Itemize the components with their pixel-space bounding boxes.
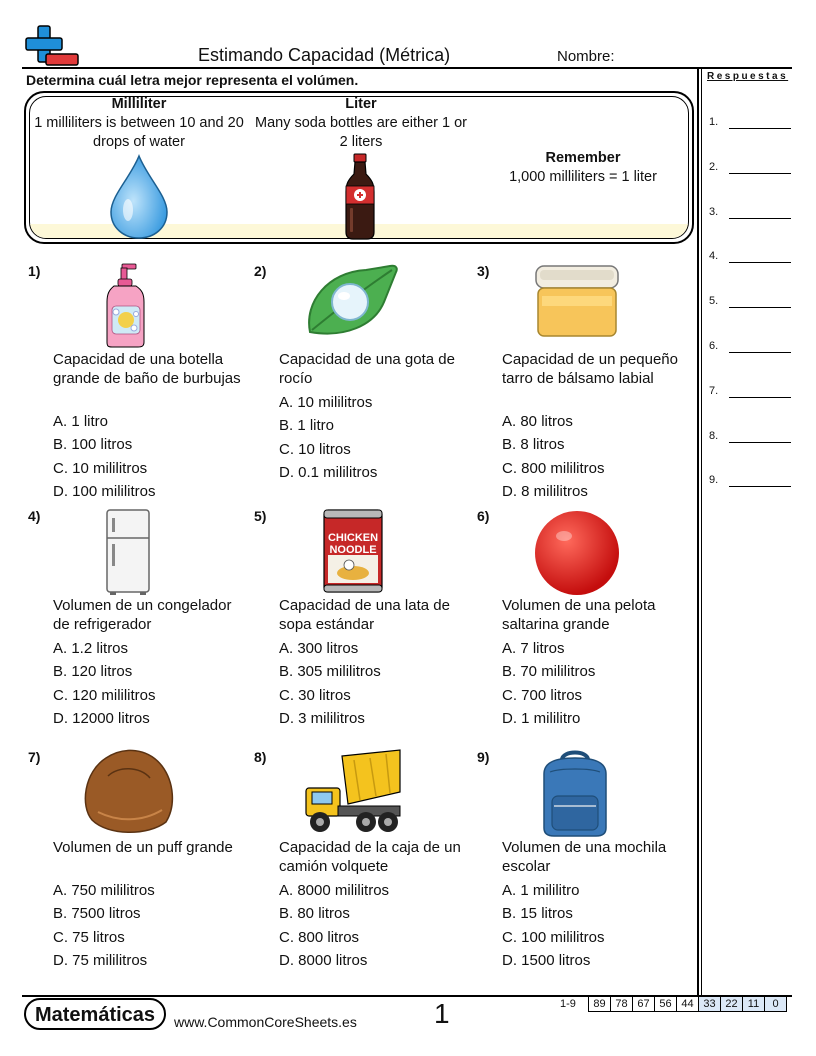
answer-line[interactable] (709, 295, 793, 307)
answer-number: 6. (709, 340, 719, 352)
answer-divider-inner (701, 68, 702, 995)
answer-option: C. 10 litros (279, 440, 351, 458)
answer-line[interactable] (709, 116, 793, 128)
question-text: Capacidad de una botella grande de baño de burbujas (53, 351, 241, 387)
answer-number: 8. (709, 429, 719, 442)
liter-reference (252, 95, 470, 152)
answer-option: C. 100 mililitros (502, 928, 605, 946)
backpack-icon (536, 748, 614, 838)
answer-option: C. 700 litros (502, 686, 583, 704)
answer-line[interactable] (709, 206, 793, 218)
answer-option: A. 7 litros (502, 640, 565, 657)
answer-line[interactable] (709, 430, 793, 442)
answer-option: B. 80 litros (279, 905, 350, 923)
question-text: Volumen de una mochila escolar (502, 839, 667, 875)
bean-bag-icon (78, 746, 178, 836)
score-cell: 67 (633, 997, 655, 1012)
answer-number: 5. (709, 295, 719, 308)
question-number: 5) (254, 508, 267, 524)
dump-truck-icon (304, 748, 404, 838)
answer-option: D. 8 mililitros (502, 482, 588, 500)
page-number: 1 (434, 998, 450, 1029)
bubble-bath-bottle-icon (104, 262, 148, 348)
question-number: 7) (28, 749, 41, 765)
question-text: Volumen de una pelota saltarina grande (502, 597, 656, 633)
answer-option: D. 75 mililitros (53, 951, 148, 969)
score-range: 1-9 (560, 998, 576, 1010)
answer-option: A. 1 litro (53, 413, 109, 430)
answer-option: B. 100 litros (53, 436, 133, 454)
soda-bottle-icon (342, 152, 378, 242)
question-number: 8) (254, 749, 267, 765)
answer-option: A. 8000 mililitros (279, 882, 390, 899)
question-text: Capacidad de la caja de un camión volquete (279, 839, 461, 875)
score-cell: 56 (655, 997, 677, 1012)
answer-option: B. 7500 litros (53, 905, 141, 923)
score-cell: 89 (589, 997, 611, 1012)
answer-option: B. 305 mililitros (279, 663, 381, 681)
milliliter-text: 1 milliliters is between 10 and 20 drops of water (34, 115, 244, 150)
score-cell: 78 (611, 997, 633, 1012)
score-cell: 0 (765, 997, 787, 1012)
answer-option: A. 300 litros (279, 640, 359, 657)
answer-line[interactable] (709, 340, 793, 352)
liter-heading: Liter (345, 96, 377, 112)
answer-number: 1. (709, 116, 719, 128)
remember-heading: Remember (545, 150, 621, 166)
instructions: Determina cuál letra mejor representa el volúmen. (26, 72, 359, 88)
brand-badge: Matemáticas (24, 998, 166, 1030)
answer-option: D. 100 mililitros (53, 482, 156, 500)
question-number: 9) (477, 749, 490, 765)
answers-title: Respuestas (707, 71, 789, 82)
liter-text: Many soda bottles are either 1 or 2 liters (255, 115, 467, 150)
answer-option: C. 30 litros (279, 686, 351, 704)
question-number: 1) (28, 263, 41, 279)
answer-option: C. 75 litros (53, 928, 125, 946)
score-cell: 22 (721, 997, 743, 1012)
answer-option: B. 8 litros (502, 436, 565, 454)
question-text: Volumen de un congelador de refrigerador (53, 597, 232, 633)
page-title: Estimando Capacidad (Métrica) (198, 45, 451, 65)
plus-minus-logo-icon (22, 24, 80, 68)
answer-line[interactable] (709, 385, 793, 397)
answer-option: D. 1 mililitro (502, 709, 581, 727)
answer-line[interactable] (709, 250, 793, 262)
answer-option: A. 1 mililitro (502, 882, 580, 899)
milliliter-reference (28, 95, 250, 152)
score-cell: 44 (677, 997, 699, 1012)
question-text: Capacidad de una lata de sopa estándar (279, 597, 450, 633)
answer-option: A. 10 mililitros (279, 394, 373, 411)
answer-option: D. 1500 litros (502, 951, 591, 969)
answer-number: 3. (709, 205, 719, 218)
question-text: Capacidad de una gota de rocío (279, 351, 455, 387)
answer-number: 2. (709, 160, 719, 173)
name-label: Nombre: (557, 48, 615, 65)
answer-option: B. 70 mililitros (502, 663, 596, 681)
score-table (588, 996, 787, 1012)
answer-option: B. 120 litros (53, 663, 133, 681)
answer-option: B. 15 litros (502, 905, 573, 923)
answer-option: C. 800 litros (279, 928, 360, 946)
header-divider (22, 67, 792, 69)
answer-option: C. 120 mililitros (53, 686, 156, 704)
site-url: www.CommonCoreSheets.es (174, 1014, 357, 1030)
answer-option: D. 12000 litros (53, 709, 150, 727)
answer-number: 7. (709, 384, 719, 397)
answer-option: D. 8000 litros (279, 951, 368, 969)
remember-text: 1,000 milliliters = 1 liter (509, 169, 657, 185)
answer-number: 4. (709, 250, 719, 263)
question-text: Capacidad de un pequeño tarro de bálsamo labial (502, 351, 678, 387)
answer-option: D. 0.1 mililitros (279, 463, 378, 481)
answer-option: A. 750 mililitros (53, 882, 155, 899)
can-label-chicken: CHICKEN (327, 532, 379, 544)
remember-note (478, 149, 688, 187)
question-number: 3) (477, 263, 490, 279)
answer-option: C. 800 mililitros (502, 459, 605, 477)
answer-option: B. 1 litro (279, 417, 335, 435)
answer-option: C. 10 mililitros (53, 459, 148, 477)
bouncy-ball-icon (532, 508, 622, 598)
question-number: 6) (477, 508, 490, 524)
question-number: 2) (254, 263, 267, 279)
dew-drop-leaf-icon (304, 262, 400, 338)
soup-can-icon (322, 507, 384, 595)
answer-option: A. 80 litros (502, 413, 573, 430)
answer-number: 9. (709, 474, 719, 487)
score-cell: 11 (743, 997, 765, 1012)
score-cell: 33 (699, 997, 721, 1012)
question-number: 4) (28, 508, 41, 524)
milliliter-heading: Milliliter (111, 96, 167, 112)
answer-line[interactable] (709, 161, 793, 173)
lip-balm-jar-icon (532, 262, 622, 340)
answer-option: A. 1.2 litros (53, 640, 129, 657)
can-label-noodle: NOODLE (329, 544, 377, 556)
question-text: Volumen de un puff grande (53, 839, 233, 856)
answer-line[interactable] (709, 474, 793, 486)
answer-option: D. 3 mililitros (279, 709, 365, 727)
water-drop-icon (108, 154, 170, 240)
refrigerator-icon (104, 508, 152, 596)
